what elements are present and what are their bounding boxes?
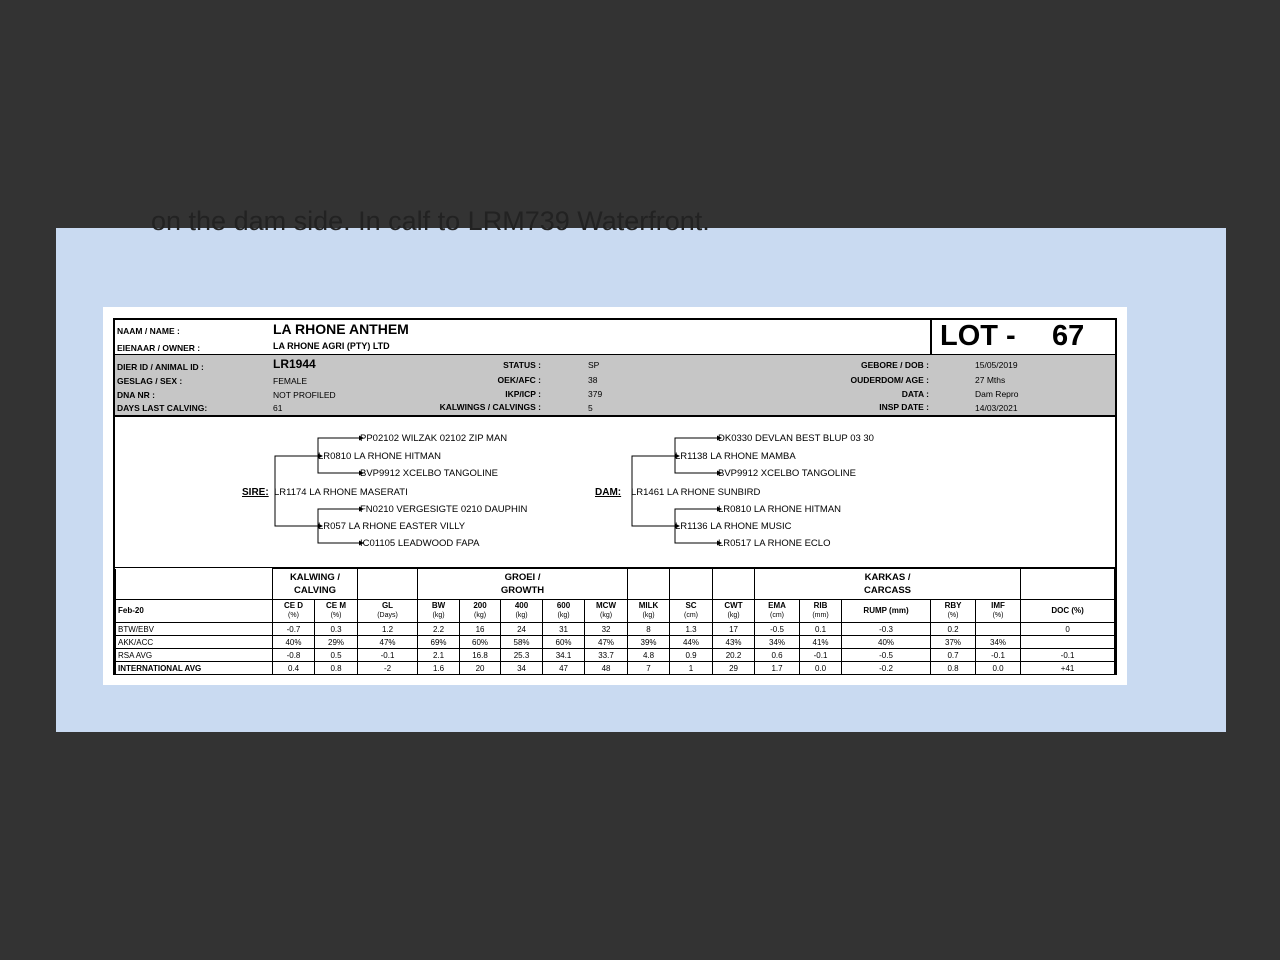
status-label: STATUS : (503, 360, 541, 370)
ebv-group-blank (670, 569, 713, 600)
ebv-cell: 39% (628, 636, 670, 649)
ebv-col-unit: (cm) (684, 612, 699, 619)
ebv-cell: 31 (543, 623, 585, 636)
icp-value: 379 (588, 389, 603, 399)
ebv-cell: 60% (460, 636, 501, 649)
ebv-cell: 34.1 (543, 649, 585, 662)
pedigree-section (115, 417, 1115, 568)
age-label: OUDERDOM/ AGE : (850, 375, 929, 385)
sheet-header (115, 320, 1115, 355)
ebv-cell: 2.1 (418, 649, 460, 662)
ebv-col-name: CWT (724, 601, 743, 610)
ebv-cell: 47% (585, 636, 628, 649)
ebv-cell: 44% (670, 636, 713, 649)
slide-cut-text: on the dam side. In calf to LRM739 Waterfront. (151, 206, 710, 236)
ebv-col-header (755, 600, 800, 623)
ebv-group-calving: KALWING / CALVING (273, 569, 358, 600)
ebv-cell: 60% (543, 636, 585, 649)
ebv-cell: 0.6 (755, 649, 800, 662)
ebv-cell: 7 (628, 662, 670, 675)
ebv-group-blank (1021, 569, 1115, 600)
ebv-col-name: EMA (768, 601, 786, 610)
info-band (115, 355, 1115, 417)
sire-dam-name: LR057 LA RHONE EASTER VILLY (318, 521, 466, 532)
ebv-col-unit: (mm) (812, 612, 829, 619)
ebv-cell: -0.2 (842, 662, 931, 675)
ebv-cell: 48 (585, 662, 628, 675)
ebv-col-name: 600 (556, 601, 571, 610)
ebv-cell: 0 (1021, 623, 1115, 636)
ebv-cell: 40% (273, 636, 315, 649)
ebv-col-unit: (cm) (770, 612, 785, 619)
ebv-cell: 0.8 (931, 662, 976, 675)
ebv-cell: 58% (501, 636, 543, 649)
ebv-col-unit: (%) (992, 612, 1004, 619)
ebv-cell: 0.1 (800, 623, 842, 636)
lot-card (103, 307, 1127, 685)
table-row (116, 662, 1115, 675)
ebv-cell: 40% (842, 636, 931, 649)
ebv-col-name: IMF (991, 601, 1005, 610)
ebv-header-row (116, 600, 1115, 623)
ebv-cell: 34% (976, 636, 1021, 649)
ebv-col-header (976, 600, 1021, 623)
ebv-group-row (116, 569, 1115, 600)
lot-number: 67 (1052, 320, 1085, 352)
ebv-cell: 16.8 (460, 649, 501, 662)
ebv-col-unit: (kg) (432, 612, 445, 619)
ebv-cell: 0.2 (931, 623, 976, 636)
ebv-cell: 33.7 (585, 649, 628, 662)
ebv-group-blank (116, 569, 273, 600)
sire-name: LR1174 LA RHONE MASERATI (274, 487, 408, 498)
ebv-col-unit: (%) (288, 612, 299, 619)
animal-sheet (113, 318, 1117, 675)
ebv-col-name: GL (381, 601, 394, 610)
icp-label: IKP/ICP : (505, 389, 541, 399)
ebv-cell: 0.3 (315, 623, 358, 636)
ebv-cell: 0.5 (315, 649, 358, 662)
ebv-table (115, 568, 1115, 675)
ebv-row-label: AKK/ACC (116, 636, 273, 649)
ebv-cell: -0.5 (755, 623, 800, 636)
ebv-group-blank (358, 569, 418, 600)
ebv-col-unit: (kg) (557, 612, 570, 619)
ebv-data-rows (116, 623, 1115, 675)
ebv-cell: 20.2 (713, 649, 755, 662)
sire-sire-sire-name: PP02102 WILZAK 02102 ZIP MAN (360, 433, 508, 444)
afc-label: OEK/AFC : (497, 375, 541, 385)
table-row (116, 623, 1115, 636)
age-value: 27 Mths (975, 375, 1006, 385)
ebv-cell: 34% (755, 636, 800, 649)
sex-label: GESLAG / SEX : (117, 376, 183, 386)
ebv-cell: -0.1 (800, 649, 842, 662)
ebv-group-blank (628, 569, 670, 600)
ebv-cell: -0.8 (273, 649, 315, 662)
ebv-col-header (273, 600, 315, 623)
dna-label: DNA NR : (117, 390, 155, 400)
animal-id: LR1944 (273, 357, 316, 371)
calvings-label: KALWINGS / CALVINGS : (439, 402, 541, 412)
calvings-value: 5 (588, 403, 593, 413)
ebv-cell: +41 (1021, 662, 1115, 675)
ebv-cell: 1 (670, 662, 713, 675)
lot-box (930, 320, 1117, 354)
ebv-col-name: 200 (473, 601, 487, 610)
status-value: SP (588, 360, 600, 370)
dob-value: 15/05/2019 (975, 360, 1018, 370)
ebv-col-name: SC (685, 601, 697, 610)
ebv-cell: 1.3 (670, 623, 713, 636)
ebv-cell: -2 (358, 662, 418, 675)
slide (56, 206, 1226, 732)
ebv-col-name: MILK (638, 601, 659, 610)
ebv-cell: 8 (628, 623, 670, 636)
ebv-col-header (585, 600, 628, 623)
dam-dam-sire-name: LR0810 LA RHONE HITMAN (718, 504, 842, 515)
ebv-col-name: BW (431, 601, 446, 610)
ebv-col-unit: (Days) (377, 612, 398, 619)
data-value: Dam Repro (975, 389, 1019, 399)
animal-id-label: DIER ID / ANIMAL ID : (117, 362, 204, 372)
ebv-col-name: MCW (596, 601, 617, 610)
ebv-cell: 25.3 (501, 649, 543, 662)
ebv-col-unit: (%) (330, 612, 342, 619)
dam-sire-sire-name: DK0330 DEVLAN BEST BLUP 03 30 (718, 433, 874, 444)
ebv-cell: 32 (585, 623, 628, 636)
ebv-cell: 29% (315, 636, 358, 649)
ebv-cell: 47% (358, 636, 418, 649)
ebv-cell: -0.7 (273, 623, 315, 636)
sire-dam-dam-name: IC01105 LEADWOOD FAPA (360, 538, 480, 549)
ebv-cell: 47 (543, 662, 585, 675)
dam-name: LR1461 LA RHONE SUNBIRD (631, 487, 761, 498)
ebv-period: Feb-20 (116, 600, 273, 623)
ebv-cell: 2.2 (418, 623, 460, 636)
ebv-col-name: CE M (326, 601, 346, 610)
insp-value: 14/03/2021 (975, 403, 1018, 413)
ebv-col-header (931, 600, 976, 623)
sire-label: SIRE: (242, 487, 269, 498)
ebv-col-header (800, 600, 842, 623)
ebv-col-header (713, 600, 755, 623)
lot-label: LOT - (940, 320, 1016, 352)
table-row (116, 649, 1115, 662)
name-label: NAAM / NAME : (117, 326, 180, 336)
ebv-col-header (358, 600, 418, 623)
ebv-cell: -0.1 (1021, 649, 1115, 662)
ebv-cell (976, 623, 1021, 636)
sex-value: FEMALE (273, 376, 308, 386)
ebv-cell: 43% (713, 636, 755, 649)
ebv-row-label: RSA AVG (116, 649, 273, 662)
animal-name: LA RHONE ANTHEM (273, 321, 409, 337)
ebv-cell: 20 (460, 662, 501, 675)
ebv-cell: -0.1 (976, 649, 1021, 662)
dob-label: GEBORE / DOB : (860, 360, 929, 370)
insp-label: INSP DATE : (879, 402, 929, 412)
table-row (116, 636, 1115, 649)
ebv-cell: 37% (931, 636, 976, 649)
ebv-col-unit: (%) (947, 612, 959, 619)
days-label: DAYS LAST CALVING: (117, 403, 208, 413)
ebv-col-name: RIB (813, 601, 828, 610)
ebv-col-header (670, 600, 713, 623)
dam-label: DAM: (595, 487, 622, 498)
ebv-col-header (460, 600, 501, 623)
ebv-cell: 41% (800, 636, 842, 649)
ebv-col-header (501, 600, 543, 623)
ebv-cell: 16 (460, 623, 501, 636)
ebv-cell: -0.3 (842, 623, 931, 636)
dam-sire-name: LR1138 LA RHONE MAMBA (675, 451, 796, 462)
ebv-col-name: CE D (283, 601, 304, 610)
ebv-cell: -0.5 (842, 649, 931, 662)
afc-value: 38 (588, 375, 598, 385)
owner-label: EIENAAR / OWNER : (117, 343, 201, 353)
ebv-col-unit: (kg) (473, 612, 487, 619)
owner-name: LA RHONE AGRI (PTY) LTD (273, 341, 390, 351)
ebv-cell: 1.6 (418, 662, 460, 675)
ebv-cell: 69% (418, 636, 460, 649)
ebv-cell: 1.7 (755, 662, 800, 675)
ebv-cell (1021, 636, 1115, 649)
ebv-cell: 0.0 (800, 662, 842, 675)
dam-dam-name: LR1136 LA RHONE MUSIC (675, 521, 792, 532)
ebv-col-name: 400 (514, 601, 529, 610)
ebv-col-name: RBY (944, 601, 962, 610)
ebv-cell: 0.8 (315, 662, 358, 675)
ebv-col-header (418, 600, 460, 623)
dam-dam-dam-name: LR0517 LA RHONE ECLO (718, 538, 831, 549)
ebv-col-unit: (kg) (515, 612, 528, 619)
ebv-cell: 1.2 (358, 623, 418, 636)
ebv-col-header (842, 600, 931, 623)
ebv-col-header (543, 600, 585, 623)
ebv-col-name: RUMP (mm) (863, 606, 909, 615)
ebv-cell: 0.9 (670, 649, 713, 662)
ebv-col-header (1021, 600, 1115, 623)
ebv-cell: 34 (501, 662, 543, 675)
sire-sire-dam-name: BVP9912 XCELBO TANGOLINE (360, 468, 498, 479)
days-value: 61 (273, 403, 283, 413)
ebv-row-label: BTW/EBV (116, 623, 273, 636)
ebv-cell: 0.7 (931, 649, 976, 662)
ebv-group-growth: GROEI / GROWTH (418, 569, 628, 600)
ebv-col-header (628, 600, 670, 623)
sire-sire-name: LR0810 LA RHONE HITMAN (318, 451, 442, 462)
dna-value: NOT PROFILED (273, 390, 336, 400)
ebv-cell: 29 (713, 662, 755, 675)
ebv-col-unit: (kg) (727, 612, 740, 619)
ebv-cell: -0.1 (358, 649, 418, 662)
ebv-col-unit: (kg) (642, 612, 655, 619)
ebv-group-carcass: KARKAS / CARCASS (755, 569, 1021, 600)
ebv-row-label: INTERNATIONAL AVG (116, 662, 273, 675)
ebv-col-header (315, 600, 358, 623)
data-label: DATA : (901, 389, 929, 399)
ebv-cell: 24 (501, 623, 543, 636)
ebv-cell: 4.8 (628, 649, 670, 662)
ebv-cell: 17 (713, 623, 755, 636)
ebv-group-blank (713, 569, 755, 600)
ebv-cell: 0.4 (273, 662, 315, 675)
sire-dam-sire-name: FN0210 VERGESIGTE 0210 DAUPHIN (360, 504, 528, 515)
ebv-col-name: DOC (%) (1051, 606, 1084, 615)
ebv-col-unit: (kg) (599, 612, 613, 619)
dam-sire-dam-name: BVP9912 XCELBO TANGOLINE (718, 468, 856, 479)
ebv-cell: 0.0 (976, 662, 1021, 675)
